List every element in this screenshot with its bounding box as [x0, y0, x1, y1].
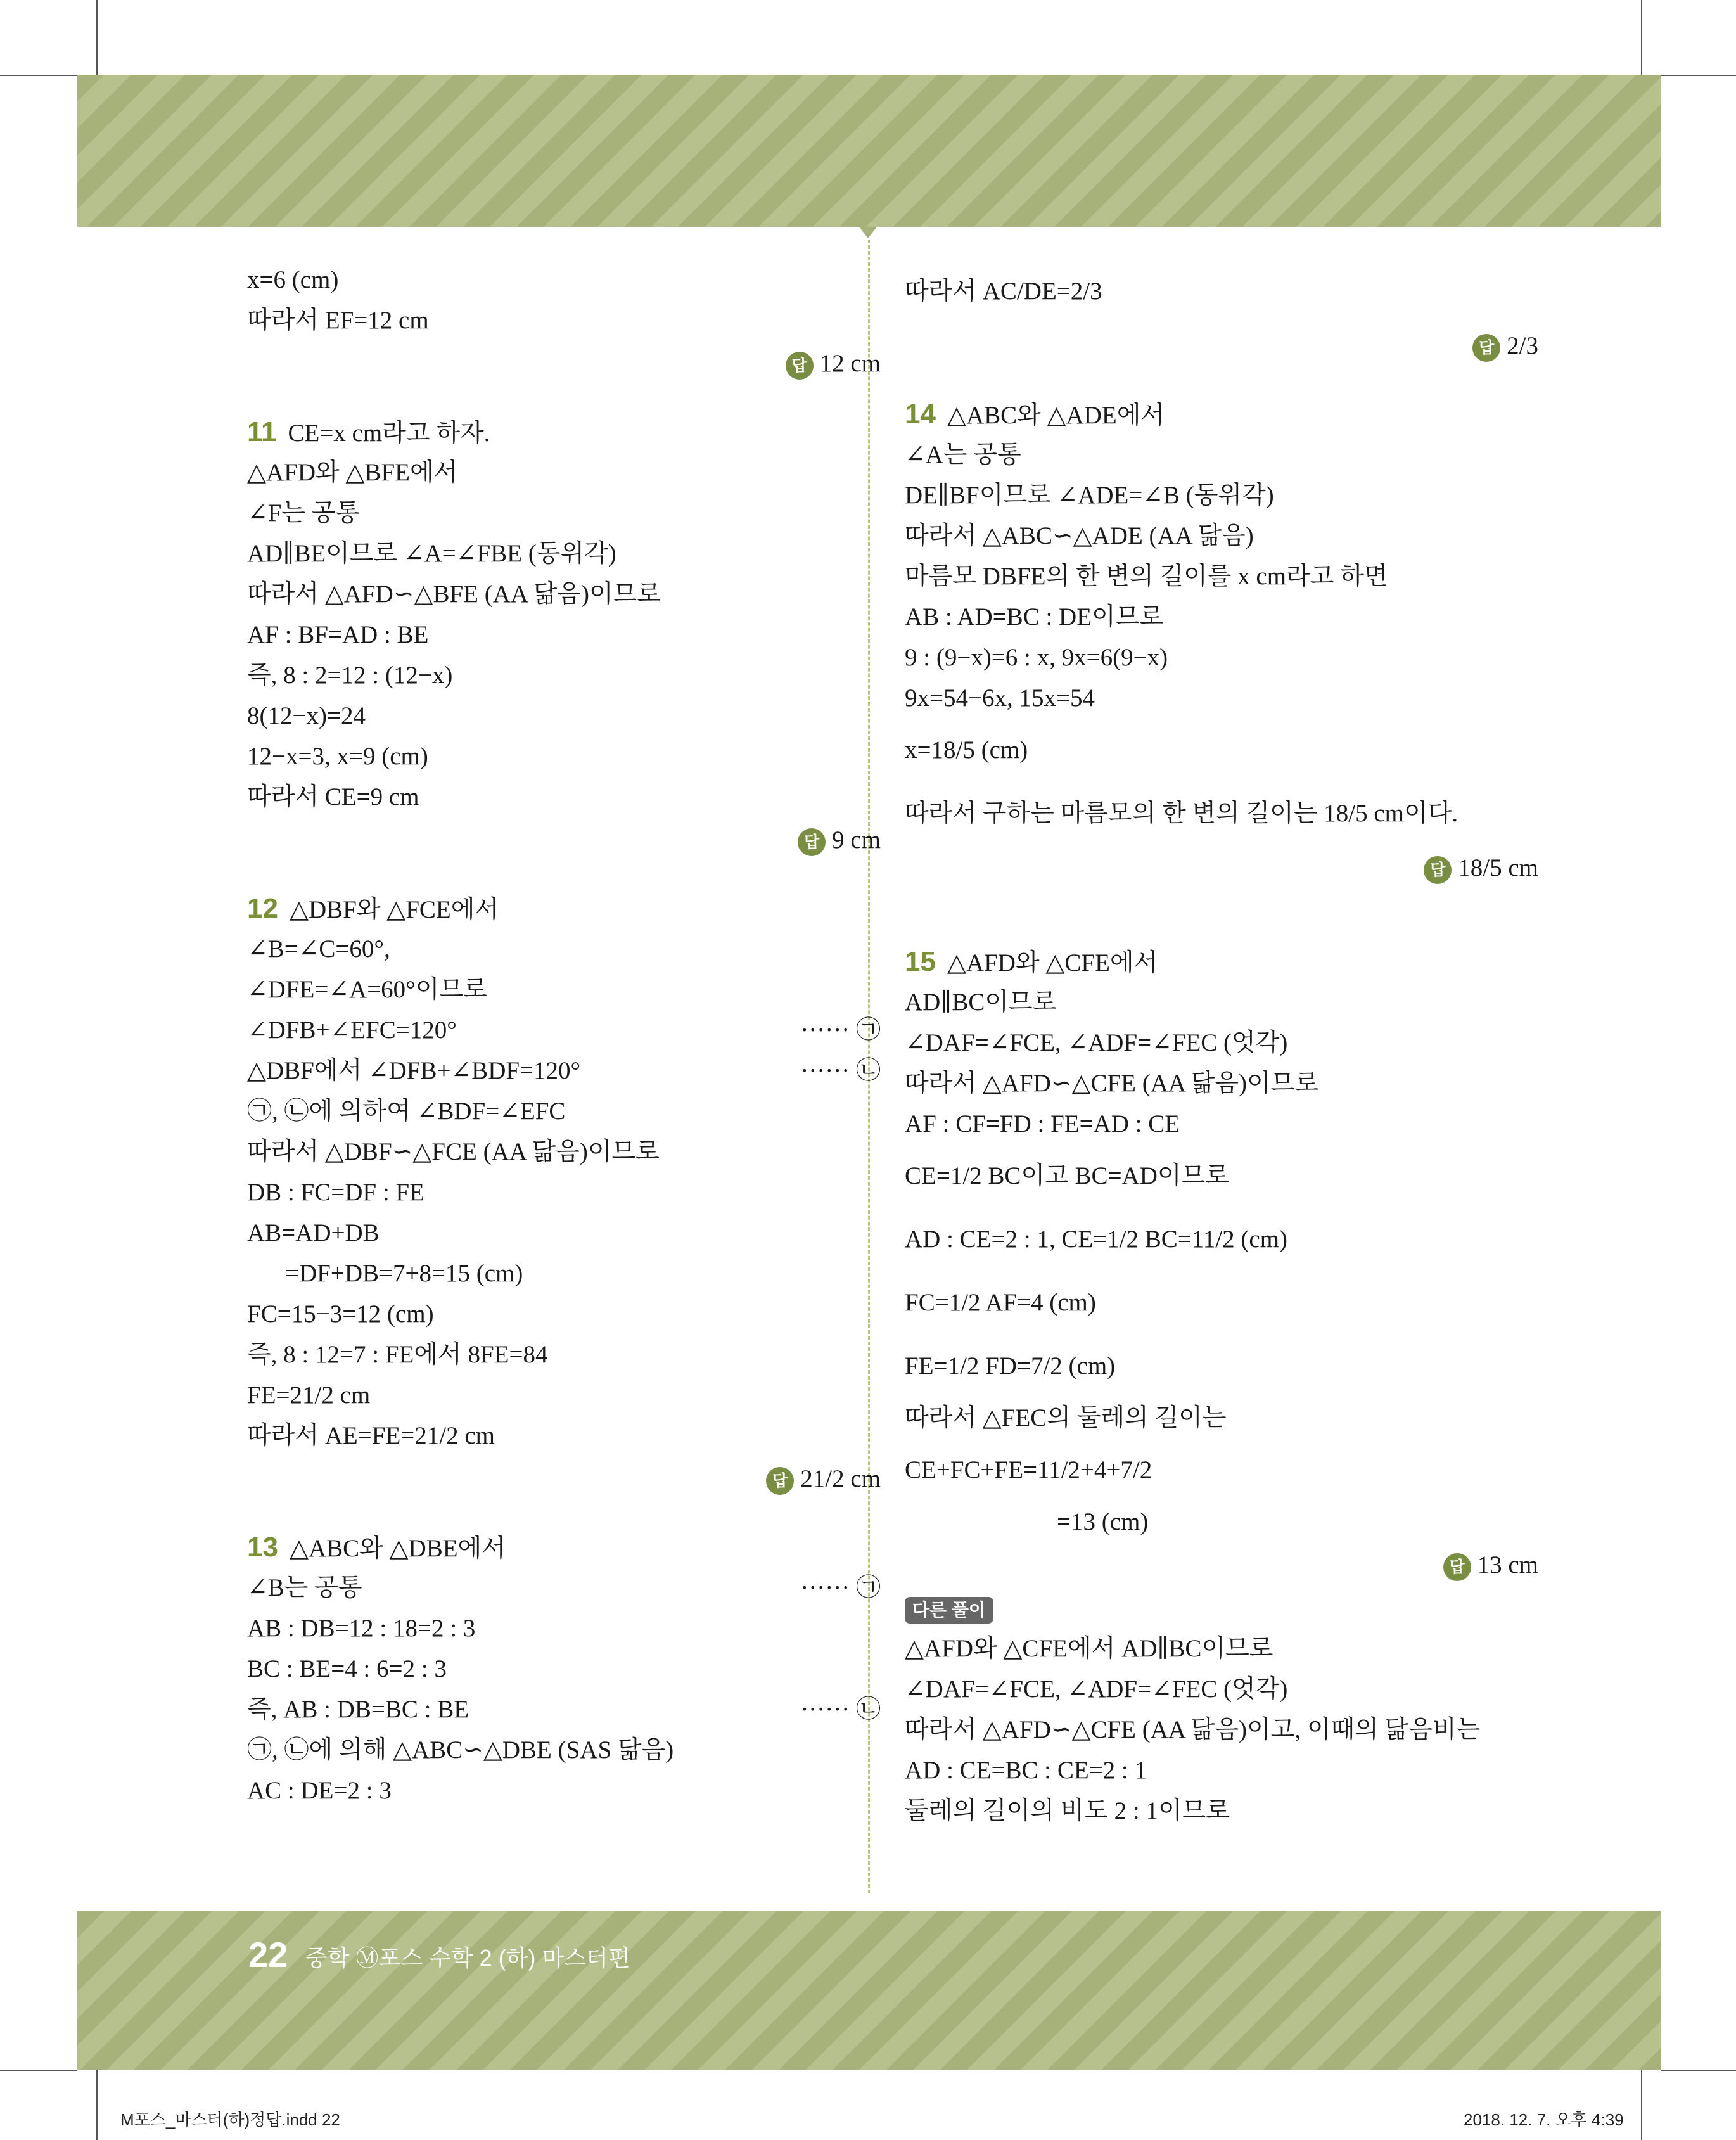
text-line: CE=1/2 BC이고 BC=AD이므로 [905, 1162, 1229, 1189]
text-line: 마름모 DBFE의 한 변의 길이를 x cm라고 하면 [905, 563, 1388, 590]
text-line: ㉠, ㉡에 의해 △ABC∽△DBE (SAS 닮음) [247, 1736, 674, 1764]
text-line: 8(12−x)=24 [247, 702, 366, 729]
text-line: AD : CE=2 : 1, CE=1/2 BC=11/2 (cm) [905, 1226, 1288, 1253]
answer-row [247, 817, 881, 863]
crop-mark [96, 2070, 98, 2140]
header-band [77, 75, 1661, 227]
footer-band [77, 1911, 1661, 2070]
text-line: AD : CE=BC : CE=2 : 1 [905, 1757, 1147, 1784]
text-line: 즉, 8 : 12=7 : FE에서 8FE=84 [247, 1341, 548, 1368]
text-line: ∠B는 공통 [247, 1574, 362, 1601]
equation-mark: ······ ㉠ [800, 1574, 881, 1601]
answer-row [905, 1542, 1538, 1588]
text-line: ㉠, ㉡에 의하여 ∠BDF=∠EFC [247, 1098, 566, 1125]
equation-mark: ······ ㉠ [800, 1016, 881, 1044]
text-line: FE=21/2 cm [247, 1381, 371, 1409]
text-line: FE=1/2 FD=7/2 (cm) [905, 1352, 1116, 1380]
text-line: CE+FC+FE=11/2+4+7/2 [905, 1456, 1152, 1483]
text-line: 따라서 EF=12 cm [247, 307, 429, 334]
crop-mark [0, 75, 77, 76]
header-notch [859, 227, 877, 238]
print-slug-date: 2018. 12. 7. 오후 4:39 [1464, 2110, 1624, 2129]
crop-mark [1641, 0, 1642, 75]
answer-row [905, 323, 1538, 369]
text-line: 즉, AB : DB=BC : BE [247, 1696, 469, 1723]
text-line: 따라서 △AFD∽△BFE (AA 닮음)이므로 [247, 580, 661, 608]
text-line [247, 1689, 881, 1730]
left-column [247, 260, 881, 1811]
crop-mark [1661, 75, 1736, 76]
crop-mark [1661, 2070, 1736, 2071]
text-line: 12−x=3, x=9 (cm) [247, 743, 428, 770]
crop-mark [1641, 2070, 1642, 2140]
text-line: △AFD와 △CFE에서 [947, 949, 1158, 977]
answer-value: 2/3 [1507, 332, 1538, 359]
text-line: △DBF와 △FCE에서 [289, 896, 499, 923]
text-line: △ABC와 △ADE에서 [947, 402, 1165, 429]
problem-heading [905, 394, 1538, 435]
text-line: ∠DFB+∠EFC=120° [247, 1016, 457, 1044]
answer-value: 12 cm [819, 350, 881, 377]
text-line: ∠A는 공통 [905, 441, 1021, 468]
text-line: AF : CF=FD : FE=AD : CE [905, 1110, 1180, 1137]
answer-badge: 답 [766, 1467, 794, 1495]
text-line: △DBF에서 ∠DFB+∠BDF=120° [247, 1057, 581, 1084]
text-line: DB : FC=DF : FE [247, 1179, 424, 1206]
text-line: 따라서 CE=9 cm [247, 783, 419, 811]
problem-number: 13 [247, 1532, 278, 1563]
text-line: AB : DB=12 : 18=2 : 3 [247, 1615, 476, 1642]
problem-number: 11 [247, 416, 277, 447]
text-line: 따라서 △ABC∽△ADE (AA 닮음) [905, 522, 1254, 549]
text-line: 따라서 AE=FE=21/2 cm [247, 1422, 495, 1449]
text-line: =DF+DB=7+8=15 (cm) [285, 1260, 523, 1287]
text-line: FC=1/2 AF=4 (cm) [905, 1289, 1096, 1316]
equation-mark: ······ ㉡ [800, 1057, 881, 1084]
text-line: 따라서 △AFD∽△CFE (AA 닮음)이므로 [905, 1070, 1319, 1097]
problem-heading [905, 942, 1538, 982]
text-line [247, 1010, 881, 1051]
text-line: 따라서 △AFD∽△CFE (AA 닮음)이고, 이때의 닮음비는 [905, 1716, 1481, 1743]
text-line: 따라서 구하는 마름모의 한 변의 길이는 18/5 cm이다. [905, 800, 1458, 827]
answer-badge: 답 [798, 828, 826, 856]
text-line: AF : BF=AD : BE [247, 621, 429, 648]
text-line: FC=15−3=12 (cm) [247, 1300, 434, 1328]
equation-mark: ······ ㉡ [800, 1696, 881, 1723]
text-line: x=6 (cm) [247, 266, 339, 293]
text-line: 둘레의 길이의 비도 2 : 1이므로 [905, 1797, 1230, 1824]
text-line: ∠DAF=∠FCE, ∠ADF=∠FEC (엇각) [905, 1029, 1288, 1056]
text-line: 즉, 8 : 2=12 : (12−x) [247, 662, 453, 689]
right-column [905, 260, 1538, 1831]
text-line: 9x=54−6x, 15x=54 [905, 684, 1095, 712]
text-line: =13 (cm) [1057, 1508, 1149, 1535]
page-number: 22 [248, 1935, 288, 1975]
answer-row [905, 845, 1538, 891]
text-line [247, 1568, 881, 1608]
text-line: x=18/5 (cm) [905, 736, 1028, 764]
problem-number: 14 [905, 399, 936, 430]
text-line: 9 : (9−x)=6 : x, 9x=6(9−x) [905, 644, 1168, 671]
answer-badge: 답 [786, 352, 814, 380]
problem-number: 12 [247, 893, 278, 924]
text-line: 따라서 △DBF∽△FCE (AA 닮음)이므로 [247, 1138, 660, 1165]
text-line: 따라서 △FEC의 둘레의 길이는 [905, 1404, 1227, 1432]
text-line: AB=AD+DB [247, 1219, 380, 1246]
answer-value: 21/2 cm [800, 1465, 881, 1492]
text-line: BC : BE=4 : 6=2 : 3 [247, 1655, 447, 1682]
text-line: ∠F는 공통 [247, 499, 360, 527]
problem-number: 15 [905, 946, 936, 977]
crop-mark [0, 2070, 77, 2071]
answer-value: 13 cm [1477, 1551, 1538, 1579]
text-line: 따라서 AC/DE=2/3 [905, 278, 1102, 305]
text-line: AB : AD=BC : DE이므로 [905, 603, 1164, 631]
answer-badge: 답 [1472, 334, 1500, 362]
text-line: AD∥BE이므로 ∠A=∠FBE (동위각) [247, 540, 616, 567]
text-line [247, 1051, 881, 1091]
text-line: ∠DAF=∠FCE, ∠ADF=∠FEC (엇각) [905, 1675, 1288, 1703]
answer-row [247, 1456, 881, 1502]
alt-solution-tag: 다른 풀이 [905, 1597, 993, 1624]
answer-value: 9 cm [832, 826, 881, 854]
text-line: CE=x cm라고 하자. [288, 420, 490, 447]
answer-value: 18/5 cm [1458, 854, 1538, 881]
text-line: AD∥BC이므로 [905, 989, 1057, 1016]
answer-row [247, 341, 881, 387]
text-line: DE∥BF이므로 ∠ADE=∠B (동위각) [905, 482, 1274, 509]
answer-badge: 답 [1443, 1553, 1471, 1581]
text-line: ∠B=∠C=60°, [247, 935, 390, 963]
problem-heading [247, 888, 881, 929]
text-line: ∠DFE=∠A=60°이므로 [247, 976, 487, 1003]
text-line: AC : DE=2 : 3 [247, 1777, 392, 1804]
problem-heading [247, 1527, 881, 1568]
text-line: △ABC와 △DBE에서 [289, 1535, 506, 1562]
print-slug-file: M포스_마스터(하)정답.indd 22 [120, 2110, 340, 2129]
book-title: 중학 Ⓜ포스 수학 2 (하) 마스터편 [305, 1945, 630, 1971]
alt-solution-label-row [905, 1588, 1538, 1629]
text-line: △AFD와 △CFE에서 AD∥BC이므로 [905, 1635, 1273, 1662]
crop-mark [96, 0, 98, 75]
answer-badge: 답 [1424, 856, 1452, 884]
problem-heading [247, 412, 881, 452]
text-line: △AFD와 △BFE에서 [247, 459, 458, 486]
